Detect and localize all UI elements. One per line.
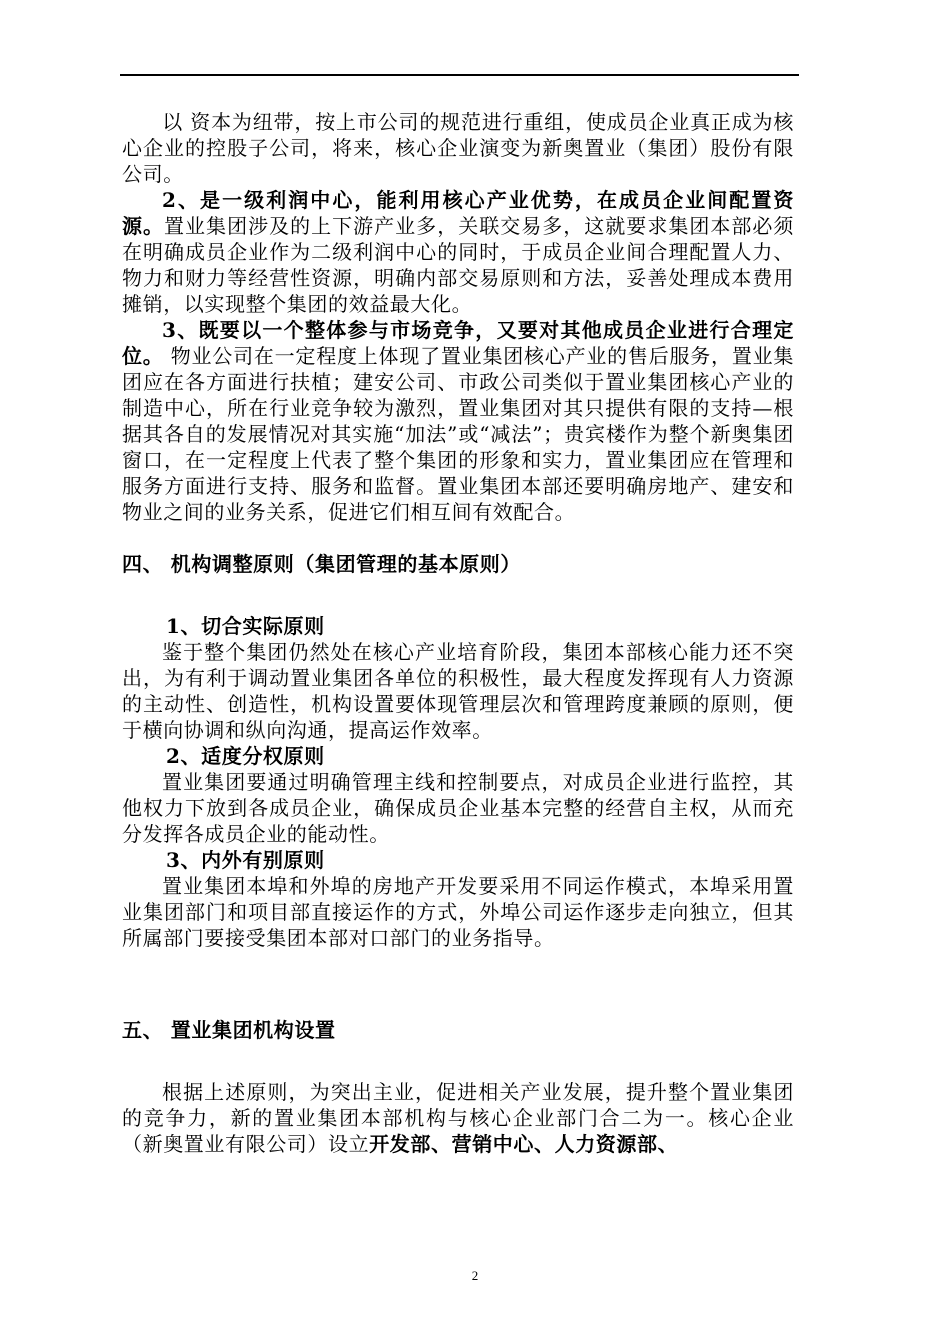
subheading-decentralization: 2、适度分权原则 bbox=[166, 744, 325, 768]
paragraph-decentralization: 置业集团要通过明确管理主线和控制要点，对成员企业进行监控，其他权力下放到各成员企业，确保成员企业基本完整的经营自主权，从而充分发挥各成员企业的能动性。 bbox=[122, 770, 794, 846]
paragraph-departments: 开发部、营销中心、人力资源部、 bbox=[369, 1132, 679, 1156]
section-heading-5: 五、 置业集团机构设置 bbox=[122, 1018, 336, 1042]
document-body bbox=[122, 109, 794, 1157]
paragraph-lead: 2、是一级利润中心，能利用核心产业优势，在成员企业间配置资源。 bbox=[122, 188, 794, 238]
paragraph-text: 置业集团涉及的上下游产业多，关联交易多，这就要求集团本部必须在明确成员企业作为二级利润中心的同时，于成员企业间合理配置人力、物力和财力等经营性资源，明确内部交易原则和方法，妥善处理成本费用摊销，以实现整个集团的效益最大化。 bbox=[122, 214, 795, 316]
paragraph-profit-center bbox=[122, 187, 794, 317]
paragraph-positioning bbox=[122, 317, 794, 525]
paragraph-internal-external: 置业集团本埠和外埠的房地产开发要采用不同运作模式，本埠采用置业集团部门和项目部直接运作的方式，外埠公司运作逐步走向独立，但其所属部门要接受集团本部对口部门的业务指导。 bbox=[122, 874, 794, 950]
paragraph-continuation bbox=[122, 109, 794, 187]
subheading-practical: 1、切合实际原则 bbox=[166, 614, 325, 638]
paragraph-text: 根据上述原则，为突出主业，促进相关产业发展，提升整个置业集团的竞争力，新的置业集团本部机构与核心企业部门合二为一。核心企业（新奥置业有限公司）设立 bbox=[122, 1080, 794, 1156]
paragraph-text: 以 资本为纽带，按上市公司的规范进行重组，使成员企业真正成为核心企业的控股子公司，将来，核心企业演变为新奥置业（集团）股份有限公司。 bbox=[122, 110, 794, 186]
header-rule bbox=[120, 74, 799, 76]
paragraph-text: 物业公司在一定程度上体现了置业集团核心产业的售后服务，置业集团应在各方面进行扶植；建安公司、市政公司类似于置业集团核心产业的制造中心，所在行业竞争较为激烈，置业集团对其只提供有限的支持—根据其各自的发展情况对其实施“加法”或“减法”；贵宾楼作为整个新奥集团窗口，在一定程度上代表了整个集团的形象和实力，置业集团应在管理和服务方面进行支持、服务和监督。置业集团本部还要明确房地产、建安和物业之间的业务关系，促进它们相互间有效配合。 bbox=[122, 344, 794, 524]
page-number: 2 bbox=[471, 1268, 479, 1283]
paragraph-practical: 鉴于整个集团仍然处在核心产业培育阶段，集团本部核心能力还不突出，为有利于调动置业集团各单位的积极性，最大程度发挥现有人力资源的主动性、创造性，机构设置要体现管理层次和管理跨度兼顾的原则，便于横向协调和纵向沟通，提高运作效率。 bbox=[122, 640, 794, 742]
section-heading-4: 四、 机构调整原则（集团管理的基本原则） bbox=[122, 552, 521, 576]
paragraph-structure bbox=[122, 1079, 794, 1157]
paragraph-lead: 3、既要以一个整体参与市场竞争，又要对其他成员企业进行合理定位。 bbox=[122, 318, 794, 368]
subheading-internal-external: 3、内外有别原则 bbox=[166, 848, 325, 872]
